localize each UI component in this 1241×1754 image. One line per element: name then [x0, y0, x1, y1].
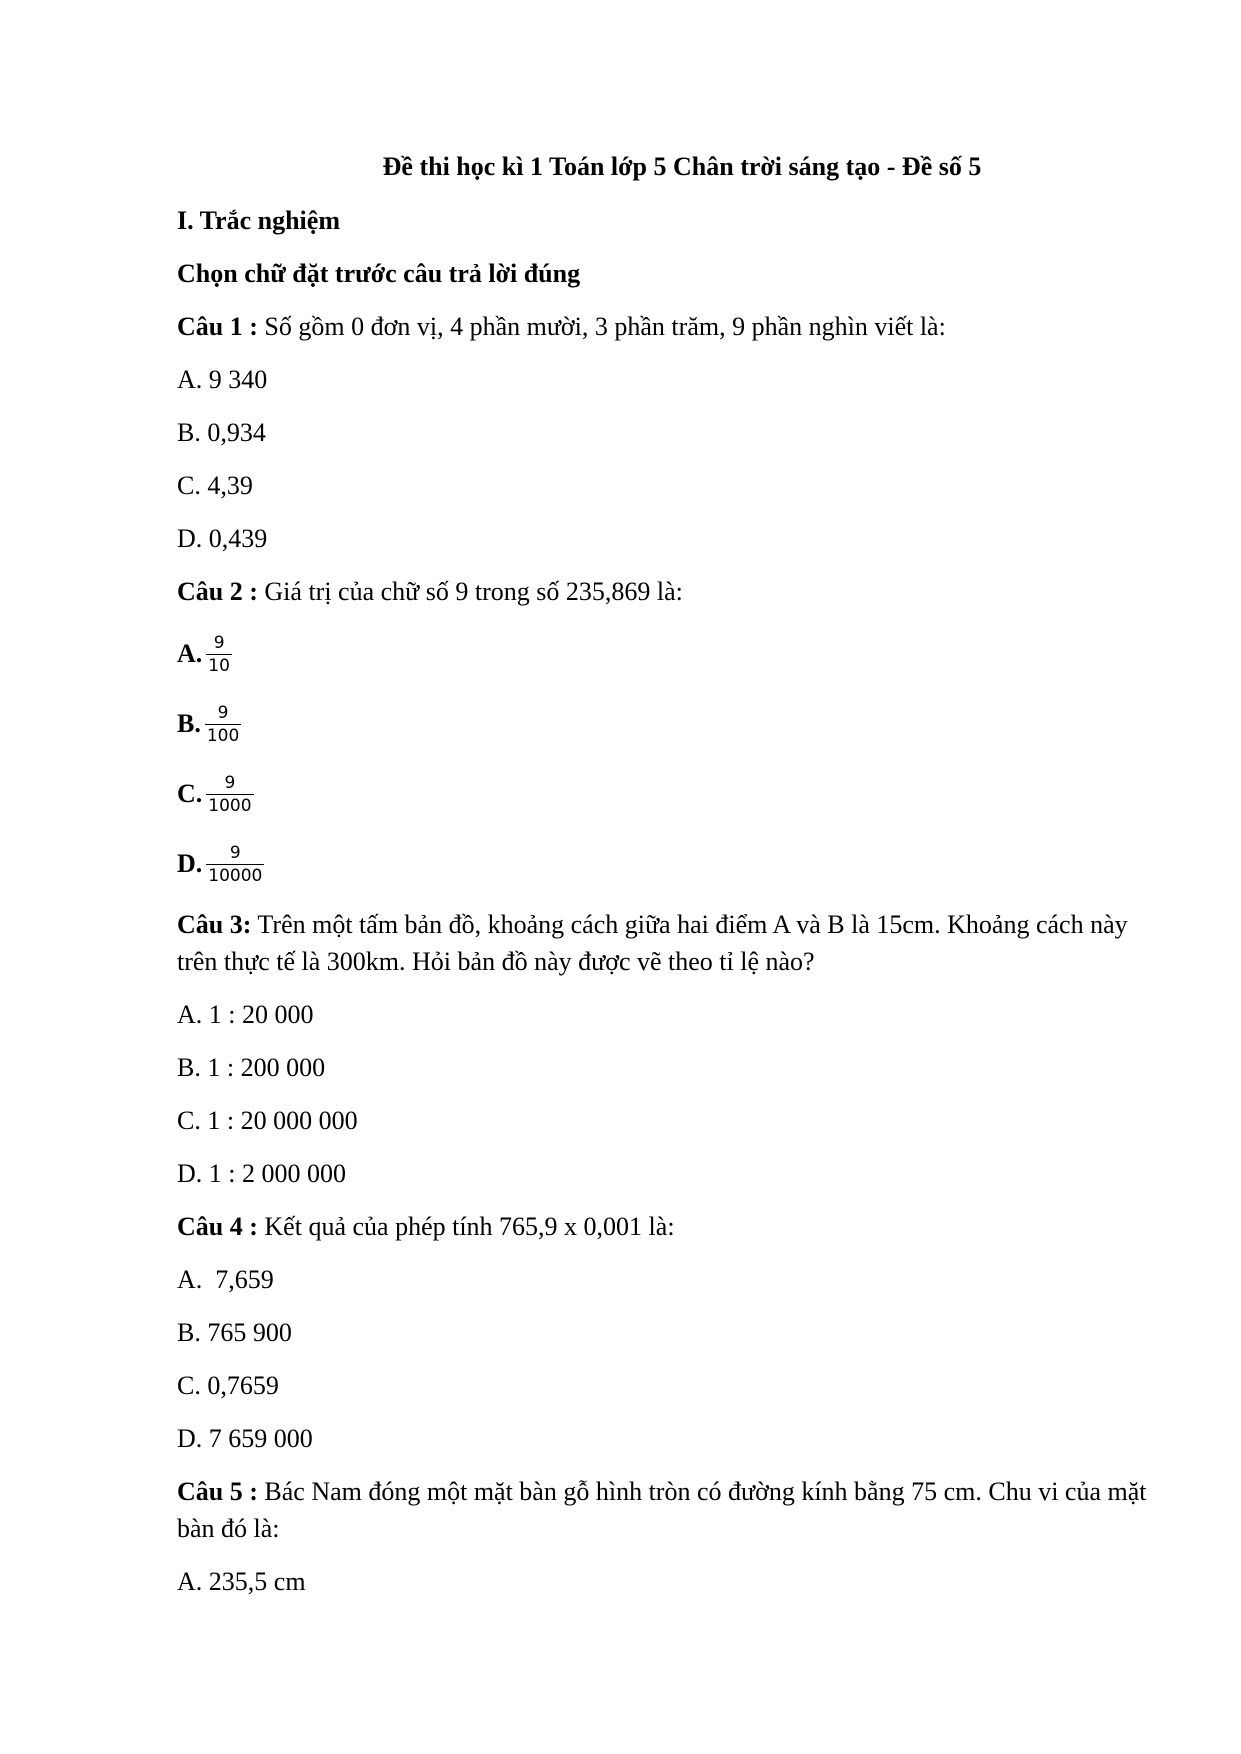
question-3-text: Trên một tấm bản đồ, khoảng cách giữa hai điểm A và B là 15cm. Khoảng cách này trên thực tế là 300km. Hỏi bản đồ này được vẽ theo tỉ lệ nào? — [177, 910, 1128, 976]
question-2-option-a — [177, 626, 1167, 682]
question-1 — [177, 308, 1167, 345]
question-4-text: Kết quả của phép tính 765,9 x 0,001 là: — [257, 1212, 675, 1241]
option-letter: A. — [177, 639, 203, 668]
document-title: Đề thi học kì 1 Toán lớp 5 Chân trời sáng tạo - Đề số 5 — [382, 152, 982, 181]
question-3-label: Câu 3: — [177, 910, 252, 939]
option-letter: B. — [177, 709, 201, 738]
fraction-numerator: 9 — [229, 842, 241, 863]
instruction-text: Chọn chữ đặt trước câu trả lời đúng — [177, 259, 581, 288]
question-5-label: Câu 5 : — [177, 1477, 258, 1506]
question-1-option-c: C. 4,39 — [177, 471, 253, 500]
fraction-numerator: 9 — [213, 632, 225, 653]
section-heading: I. Trắc nghiệm — [177, 206, 340, 235]
question-2-text: Giá trị của chữ số 9 trong số 235,869 là: — [257, 577, 683, 606]
fraction-denominator: 10 — [208, 655, 230, 676]
question-2-label: Câu 2 : — [177, 577, 258, 606]
question-4-option-b: B. 765 900 — [177, 1318, 292, 1347]
question-4-option-a: A. 7,659 — [177, 1265, 274, 1294]
document-page — [177, 150, 1167, 1616]
question-2-option-d — [177, 836, 1167, 892]
question-1-label: Câu 1 : — [177, 312, 258, 341]
option-letter: C. — [177, 779, 203, 808]
fraction-denominator: 100 — [206, 725, 240, 746]
question-5-text: Bác Nam đóng một mặt bàn gỗ hình tròn có đường kính bằng 75 cm. Chu vi của mặt bàn đó là: — [177, 1477, 1147, 1543]
question-3-option-a: A. 1 : 20 000 — [177, 1000, 314, 1029]
fraction — [206, 772, 253, 817]
option-letter: D. — [177, 849, 203, 878]
fraction-numerator: 9 — [217, 702, 229, 723]
question-3-option-b: B. 1 : 200 000 — [177, 1053, 326, 1082]
question-2-option-b — [177, 696, 1167, 752]
question-2 — [177, 573, 1167, 610]
fraction-numerator: 9 — [224, 772, 236, 793]
fraction-denominator: 10000 — [208, 865, 263, 886]
question-4-option-c: C. 0,7659 — [177, 1371, 279, 1400]
fraction — [206, 842, 264, 887]
question-3-option-d: D. 1 : 2 000 000 — [177, 1159, 346, 1188]
question-1-option-a: A. 9 340 — [177, 365, 268, 394]
question-5-option-a: A. 235,5 cm — [177, 1567, 306, 1596]
question-4-option-d: D. 7 659 000 — [177, 1424, 313, 1453]
question-1-text: Số gồm 0 đơn vị, 4 phần mười, 3 phần trăm, 9 phần nghìn viết là: — [257, 312, 946, 341]
fraction-denominator: 1000 — [208, 795, 252, 816]
question-3-option-c: C. 1 : 20 000 000 — [177, 1106, 358, 1135]
fraction — [205, 702, 241, 747]
question-2-option-c — [177, 766, 1167, 822]
fraction — [206, 632, 232, 677]
question-1-option-b: B. 0,934 — [177, 418, 266, 447]
question-4 — [177, 1208, 1167, 1245]
question-1-option-d: D. 0,439 — [177, 524, 268, 553]
question-5 — [177, 1473, 1162, 1547]
question-3 — [177, 906, 1162, 980]
question-4-label: Câu 4 : — [177, 1212, 258, 1241]
